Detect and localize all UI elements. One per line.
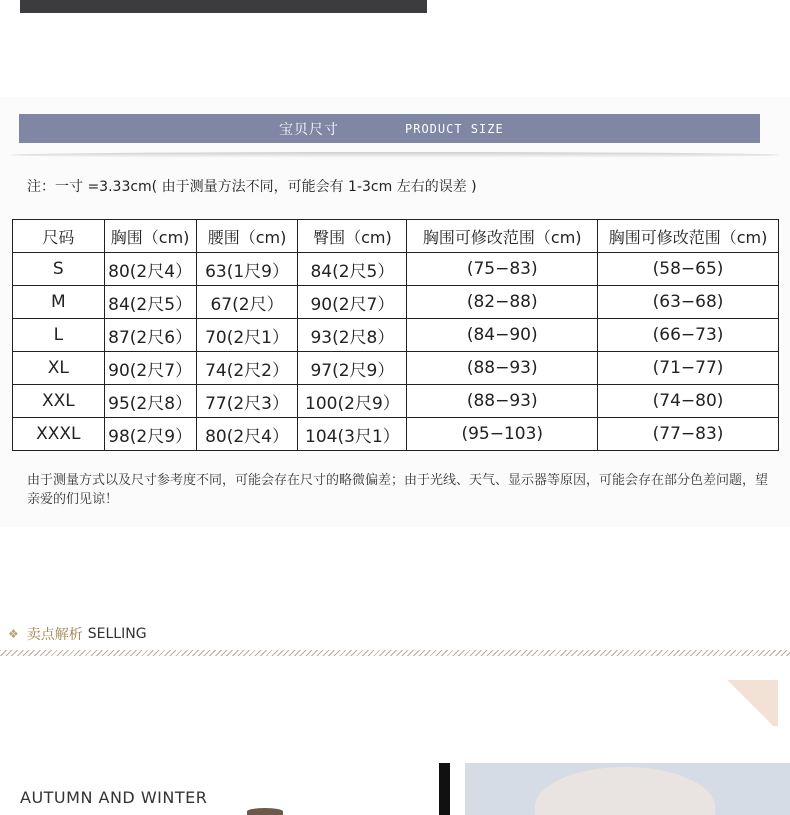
table-cell: (82−88) xyxy=(407,286,598,319)
measurement-note: 注：一寸 =3.33cm( 由于测量方法不同，可能会有 1-3cm 左右的误差 ) xyxy=(27,179,477,195)
size-disclaimer: 由于测量方式以及尺寸参考度不同，可能会存在尺寸的略微偏差；由于光线、天气、显示器等原因，可能会存在部分色差问题，望亲爱的们见谅！ xyxy=(27,473,769,507)
header-size: 尺码 xyxy=(13,220,105,253)
header-bust: 胸围（cm) xyxy=(104,220,196,253)
table-cell: (66−73) xyxy=(598,319,779,352)
table-cell: (71−77) xyxy=(598,352,779,385)
table-cell: 100(2尺9） xyxy=(298,385,407,418)
table-row xyxy=(13,319,779,352)
table-cell: M xyxy=(13,286,105,319)
table-cell: (75−83) xyxy=(407,253,598,286)
table-cell: 67(2尺） xyxy=(196,286,298,319)
table-row xyxy=(13,253,779,286)
table-cell: (58−65) xyxy=(598,253,779,286)
table-cell: (88−93) xyxy=(407,385,598,418)
table-cell: 90(2尺7） xyxy=(104,352,196,385)
table-cell: (95−103) xyxy=(407,418,598,451)
corner-decoration xyxy=(722,680,778,726)
table-cell: 90(2尺7） xyxy=(298,286,407,319)
season-label: AUTUMN AND WINTER xyxy=(20,788,208,807)
table-row xyxy=(13,352,779,385)
table-cell: (74−80) xyxy=(598,385,779,418)
table-cell: 104(3尺1） xyxy=(298,418,407,451)
header-waist: 腰围（cm) xyxy=(196,220,298,253)
table-cell: 97(2尺9） xyxy=(298,352,407,385)
table-cell: 70(2尺1） xyxy=(196,319,298,352)
table-cell: 80(2尺4） xyxy=(196,418,298,451)
dark-accent-bar xyxy=(439,763,450,815)
banner-title-cn: 宝贝尺寸 xyxy=(279,121,339,138)
banner-shadow xyxy=(10,152,780,158)
banner-title-en: PRODUCT SIZE xyxy=(405,121,504,136)
table-cell: 84(2尺5） xyxy=(104,286,196,319)
model-image-partial xyxy=(247,808,283,815)
table-cell: 74(2尺2） xyxy=(196,352,298,385)
table-cell: S xyxy=(13,253,105,286)
table-cell: 80(2尺4） xyxy=(104,253,196,286)
table-cell: 95(2尺8） xyxy=(104,385,196,418)
table-cell: XXL xyxy=(13,385,105,418)
table-cell: 77(2尺3） xyxy=(196,385,298,418)
table-cell: 84(2尺5） xyxy=(298,253,407,286)
table-row xyxy=(13,385,779,418)
size-banner xyxy=(19,114,760,143)
table-cell: 93(2尺8） xyxy=(298,319,407,352)
model-photo xyxy=(465,763,790,815)
dashed-divider xyxy=(0,650,790,656)
table-cell: (63−68) xyxy=(598,286,779,319)
product-image-top xyxy=(20,0,427,13)
model-figure xyxy=(535,767,715,815)
table-row xyxy=(13,418,779,451)
diamond-icon: ❖ xyxy=(8,627,19,641)
table-cell: (77−83) xyxy=(598,418,779,451)
table-cell: (84−90) xyxy=(407,319,598,352)
table-cell: (88−93) xyxy=(407,352,598,385)
header-bust-range-2: 胸围可修改范围（cm) xyxy=(598,220,779,253)
size-table xyxy=(12,219,779,451)
selling-heading xyxy=(8,624,147,644)
table-cell: 98(2尺9） xyxy=(104,418,196,451)
table-header-row xyxy=(13,220,779,253)
selling-title-cn: 卖点解析 xyxy=(26,627,83,643)
table-cell: XXXL xyxy=(13,418,105,451)
table-row xyxy=(13,286,779,319)
selling-title-en: SELLING xyxy=(87,626,147,642)
table-cell: 63(1尺9） xyxy=(196,253,298,286)
table-cell: XL xyxy=(13,352,105,385)
header-bust-range: 胸围可修改范围（cm) xyxy=(407,220,598,253)
table-cell: 87(2尺6） xyxy=(104,319,196,352)
header-hip: 臀围（cm) xyxy=(298,220,407,253)
table-cell: L xyxy=(13,319,105,352)
